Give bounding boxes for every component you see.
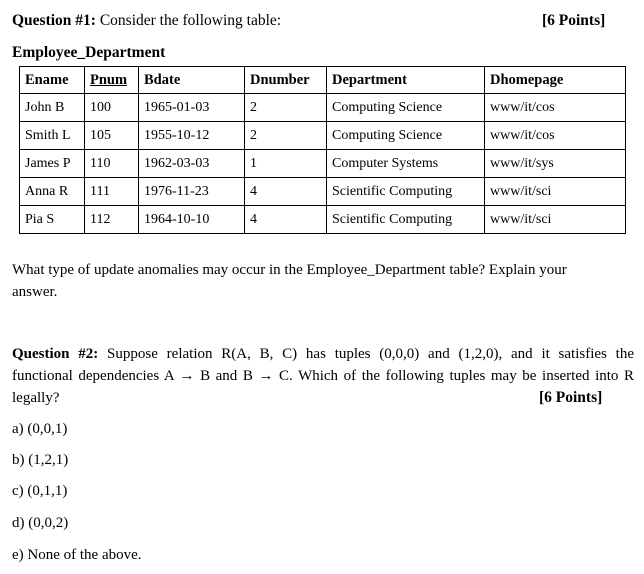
cell-pnum: 110	[85, 150, 139, 178]
cell-department: Scientific Computing	[327, 178, 485, 206]
header-ename: Ename	[20, 67, 85, 94]
table-row	[20, 178, 626, 206]
cell-ename: James P	[20, 150, 85, 178]
question-1-heading	[12, 12, 281, 30]
cell-department: Computing Science	[327, 122, 485, 150]
option-c: c) (0,1,1)	[12, 483, 68, 499]
question-1-prompt-line-1: What type of update anomalies may occur in the Employee_Department table? Explain your	[12, 262, 567, 278]
option-d: d) (0,0,2)	[12, 515, 69, 531]
cell-pnum: 111	[85, 178, 139, 206]
question-1-prompt-line-2: answer.	[12, 284, 58, 300]
cell-bdate: 1962-03-03	[139, 150, 245, 178]
question-2-label: Question #2:	[12, 346, 99, 362]
employee-department-table	[19, 66, 626, 234]
table-header-row	[20, 67, 626, 94]
cell-bdate: 1965-01-03	[139, 94, 245, 122]
question-2-points: [6 Points]	[539, 389, 603, 406]
option-a: a) (0,0,1)	[12, 421, 68, 437]
table-row	[20, 206, 626, 234]
header-pnum: Pnum	[85, 67, 139, 94]
question-2-text: Suppose relation R(A, B, C) has tuples (0,0,0) and (1,2,0), and it satisfies the	[98, 346, 634, 362]
cell-dnumber: 2	[245, 94, 327, 122]
header-dnumber: Dnumber	[245, 67, 327, 94]
question-1-text: Consider the following table:	[95, 12, 282, 29]
cell-bdate: 1976-11-23	[139, 178, 245, 206]
cell-bdate: 1964-10-10	[139, 206, 245, 234]
cell-ename: Pia S	[20, 206, 85, 234]
cell-department: Computing Science	[327, 94, 485, 122]
question-1-label: Question #1:	[12, 12, 96, 29]
cell-pnum: 112	[85, 206, 139, 234]
question-2-block	[12, 343, 634, 409]
cell-department: Scientific Computing	[327, 206, 485, 234]
cell-pnum: 100	[85, 94, 139, 122]
table-title: Employee_Department	[12, 44, 166, 61]
cell-ename: Anna R	[20, 178, 85, 206]
cell-dhomepage: www/it/cos	[485, 122, 626, 150]
question-2-line-2: functional dependencies A → B and B → C. Which of the following tuples may be inserted into R	[12, 368, 634, 384]
cell-ename: Smith L	[20, 122, 85, 150]
option-e: e) None of the above.	[12, 547, 142, 563]
cell-dhomepage: www/it/sys	[485, 150, 626, 178]
question-1-points: [6 Points]	[542, 12, 606, 29]
cell-bdate: 1955-10-12	[139, 122, 245, 150]
option-b: b) (1,2,1)	[12, 452, 69, 468]
cell-dnumber: 4	[245, 206, 327, 234]
cell-dnumber: 1	[245, 150, 327, 178]
table-row	[20, 150, 626, 178]
question-2-line-3	[12, 387, 634, 409]
header-department: Department	[327, 67, 485, 94]
question-2-line-3-text: legally?	[12, 390, 60, 406]
cell-dnumber: 4	[245, 178, 327, 206]
cell-ename: John B	[20, 94, 85, 122]
question-2-line-1	[12, 343, 634, 365]
question-1-prompt	[12, 259, 632, 303]
cell-pnum: 105	[85, 122, 139, 150]
table-row	[20, 122, 626, 150]
cell-dhomepage: www/it/sci	[485, 206, 626, 234]
cell-dhomepage: www/it/cos	[485, 94, 626, 122]
header-bdate: Bdate	[139, 67, 245, 94]
cell-dhomepage: www/it/sci	[485, 178, 626, 206]
table-row	[20, 94, 626, 122]
header-dhomepage: Dhomepage	[485, 67, 626, 94]
cell-dnumber: 2	[245, 122, 327, 150]
cell-department: Computer Systems	[327, 150, 485, 178]
